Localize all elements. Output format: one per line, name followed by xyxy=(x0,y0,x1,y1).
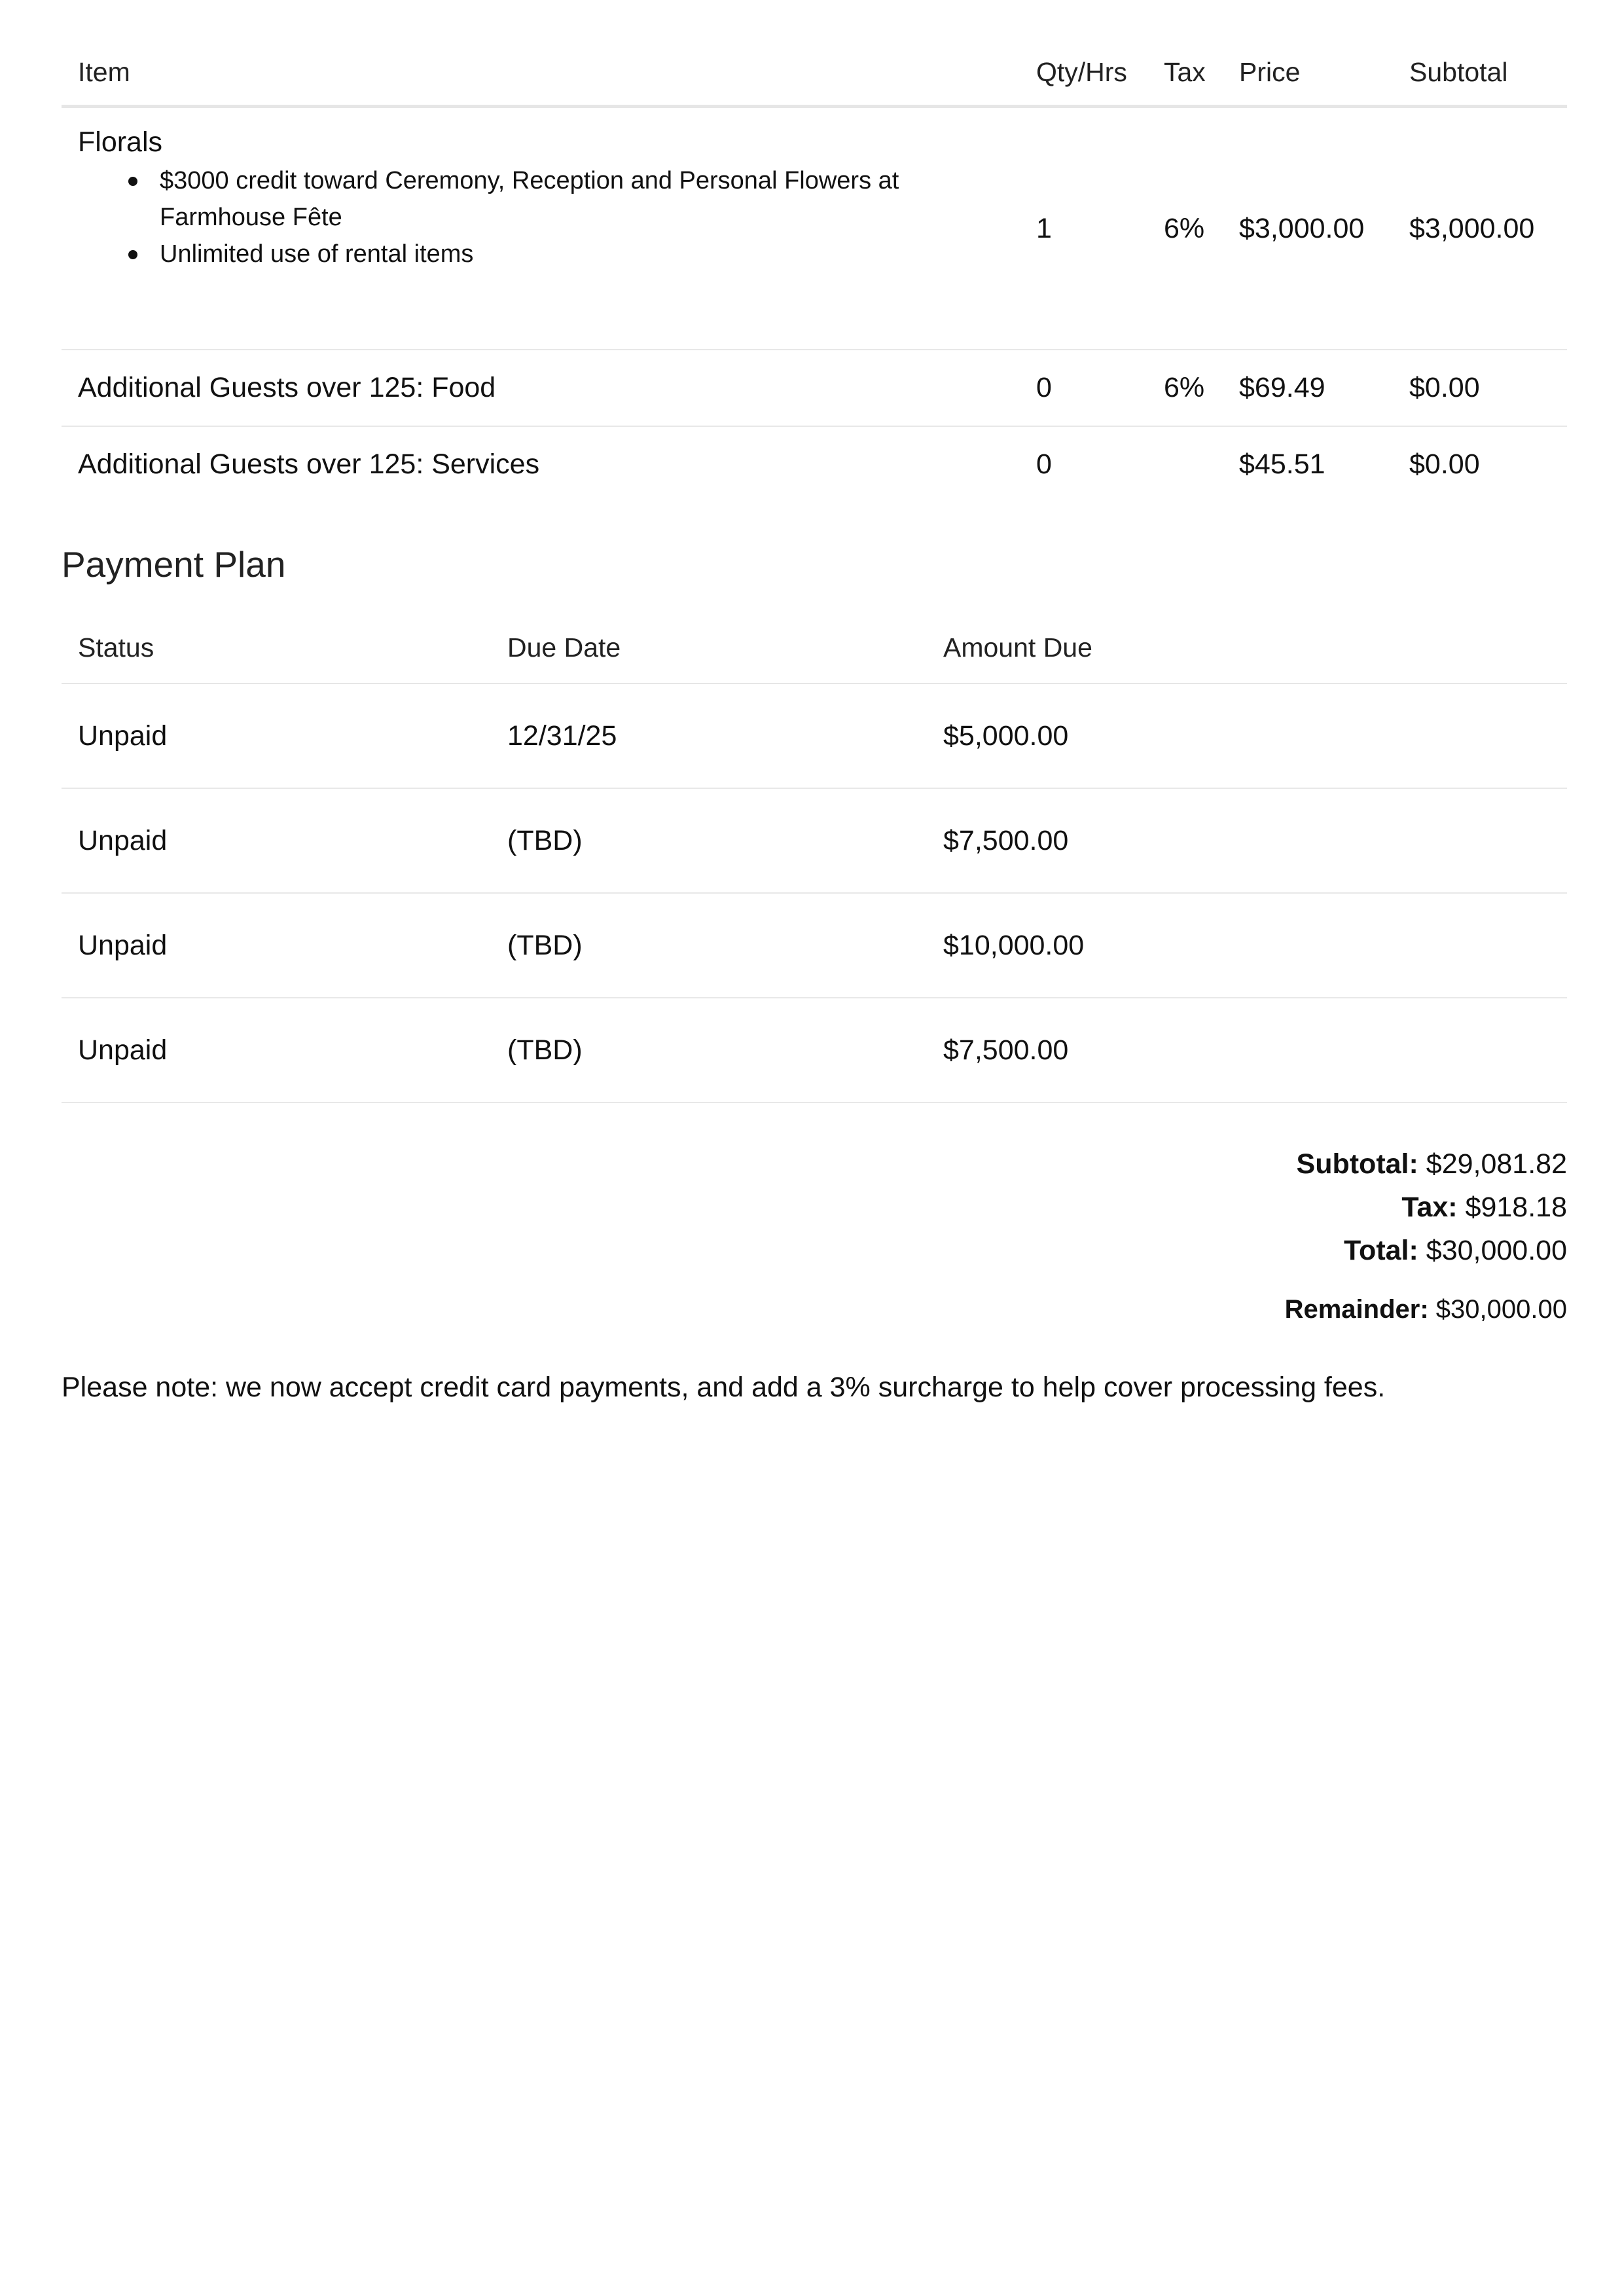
header-tax: Tax xyxy=(1147,39,1223,107)
status-cell: Unpaid xyxy=(62,683,491,788)
bullet-icon xyxy=(128,250,137,259)
remainder-value: $30,000.00 xyxy=(1435,1295,1567,1324)
total-label: Total: xyxy=(1343,1235,1418,1266)
amount-due-cell: $7,500.00 xyxy=(927,998,1567,1102)
item-name: Additional Guests over 125: Services xyxy=(78,448,540,480)
subtotal-line xyxy=(1285,1142,1567,1186)
subtotal-cell: $0.00 xyxy=(1409,448,1480,480)
header-qty: Qty/Hrs xyxy=(1020,39,1147,107)
item-name: Florals xyxy=(78,126,163,158)
item-details-list xyxy=(78,162,1020,272)
table-row xyxy=(62,893,1567,998)
table-row xyxy=(62,350,1567,426)
tax-line xyxy=(1285,1186,1567,1229)
qty-cell: 0 xyxy=(1036,448,1052,480)
tax-cell: 6% xyxy=(1147,107,1223,350)
qty-cell: 1 xyxy=(1020,107,1147,350)
header-due-date: Due Date xyxy=(491,612,927,683)
header-item: Item xyxy=(62,39,1020,107)
due-date-cell: (TBD) xyxy=(491,893,927,998)
payment-header-row xyxy=(62,612,1567,683)
payment-note: Please note: we now accept credit card payments, and add a 3% surcharge to help cover processing fees. xyxy=(62,1372,1386,1403)
tax-label: Tax: xyxy=(1401,1192,1458,1223)
status-cell: Unpaid xyxy=(62,998,491,1102)
subtotal-cell: $3,000.00 xyxy=(1393,107,1567,350)
qty-cell: 0 xyxy=(1020,350,1147,426)
remainder-line xyxy=(1285,1288,1567,1331)
table-row xyxy=(62,426,1567,502)
table-row xyxy=(62,998,1567,1102)
table-row xyxy=(62,107,1567,350)
price-cell: $69.49 xyxy=(1223,350,1393,426)
bullet-icon xyxy=(128,177,137,186)
table-row xyxy=(62,788,1567,893)
due-date-cell: (TBD) xyxy=(491,998,927,1102)
item-detail: Unlimited use of rental items xyxy=(160,240,474,268)
remainder-label: Remainder: xyxy=(1284,1295,1429,1324)
header-status: Status xyxy=(62,612,491,683)
amount-due-cell: $10,000.00 xyxy=(927,893,1567,998)
item-detail: $3000 credit toward Ceremony, Reception and Personal Flowers at Farmhouse Fête xyxy=(160,167,899,231)
total-value: $30,000.00 xyxy=(1426,1235,1567,1266)
header-price: Price xyxy=(1223,39,1393,107)
subtotal-cell: $0.00 xyxy=(1393,350,1567,426)
list-item xyxy=(160,236,1020,272)
list-item xyxy=(160,162,1020,236)
table-row xyxy=(62,683,1567,788)
amount-due-cell: $7,500.00 xyxy=(927,788,1567,893)
total-line xyxy=(1285,1229,1567,1272)
payment-plan-table xyxy=(62,612,1567,1103)
due-date-cell: 12/31/25 xyxy=(491,683,927,788)
status-cell: Unpaid xyxy=(62,893,491,998)
tax-cell: 6% xyxy=(1147,350,1223,426)
price-cell: $45.51 xyxy=(1239,448,1325,480)
payment-plan-title: Payment Plan xyxy=(62,544,286,585)
subtotal-label: Subtotal: xyxy=(1296,1148,1418,1180)
header-amount-due: Amount Due xyxy=(927,612,1567,683)
items-header-row xyxy=(62,39,1567,107)
tax-cell xyxy=(1147,426,1223,502)
item-name: Additional Guests over 125: Food xyxy=(62,350,1020,426)
amount-due-cell: $5,000.00 xyxy=(927,683,1567,788)
due-date-cell: (TBD) xyxy=(491,788,927,893)
items-table xyxy=(62,39,1567,502)
header-subtotal: Subtotal xyxy=(1393,39,1567,107)
price-cell: $3,000.00 xyxy=(1223,107,1393,350)
tax-value: $918.18 xyxy=(1465,1192,1567,1223)
totals-block xyxy=(1285,1142,1567,1331)
item-cell xyxy=(62,107,1020,350)
subtotal-value: $29,081.82 xyxy=(1426,1148,1567,1180)
status-cell: Unpaid xyxy=(62,788,491,893)
